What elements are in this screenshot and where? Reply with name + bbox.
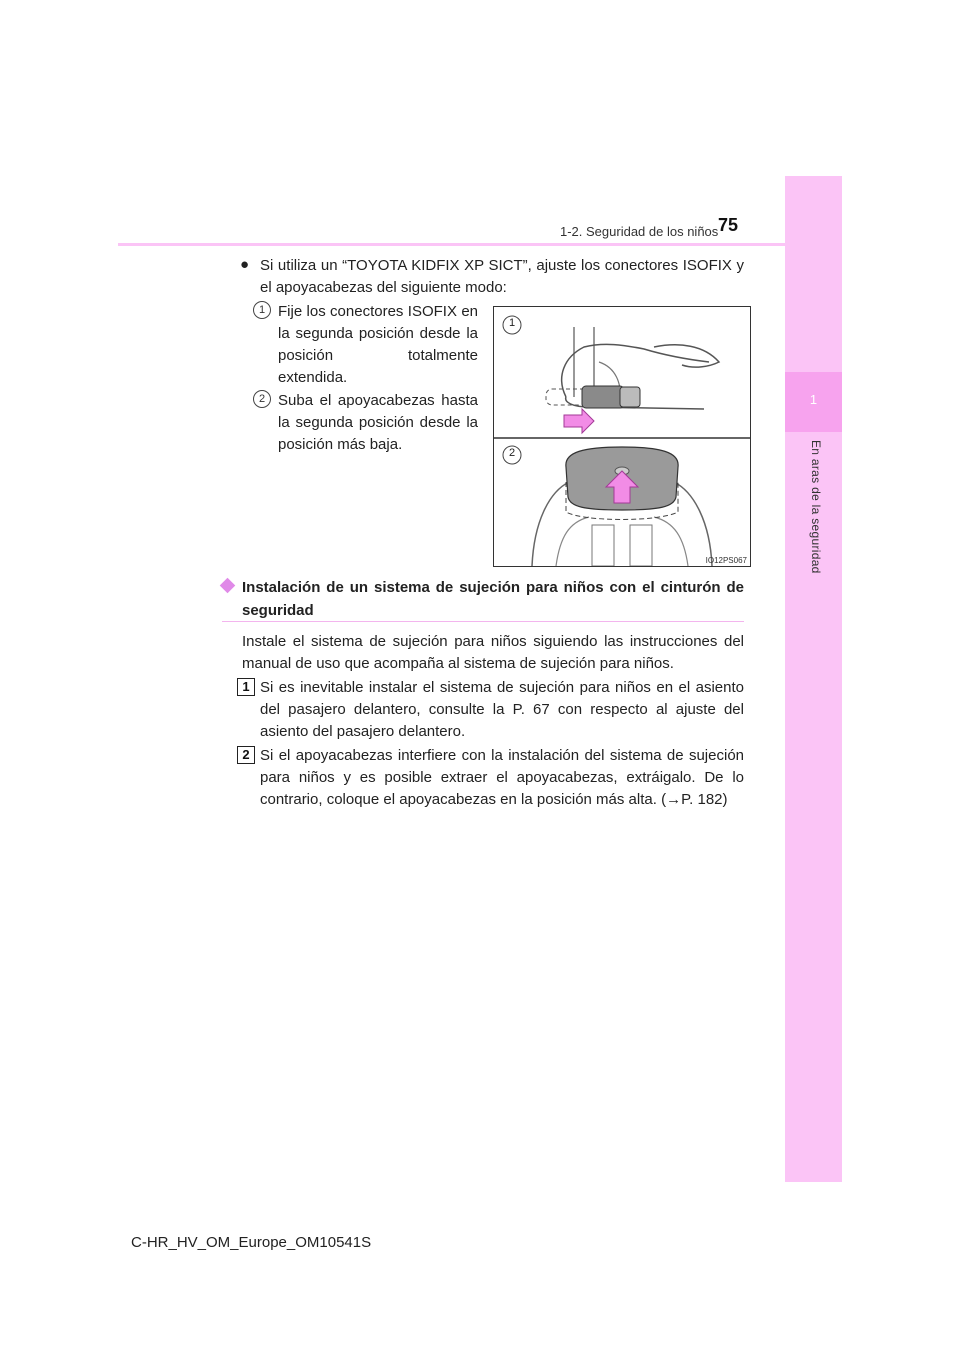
chapter-title: En aras de la seguridad: [809, 440, 823, 574]
chapter-number: 1: [785, 372, 842, 432]
bullet-icon: ●: [240, 256, 250, 273]
isofix-headrest-illustration: [494, 307, 750, 566]
item-number: 1: [237, 678, 255, 696]
figure-illustration: [493, 306, 751, 567]
header-rule: [118, 243, 842, 246]
item-number: 2: [237, 746, 255, 764]
heading-rule: [222, 621, 744, 622]
item-text: Si es inevitable instalar el sistema de sujeción para niños en el asiento del pasajero delantero, consulte la P. 67 con respecto al ajuste del asiento del pasajero delantero.: [260, 679, 744, 740]
figure-code: IO12PS067: [705, 556, 747, 565]
item-text: Si el apoyacabezas interfiere con la instalación del sistema de sujeción para niños y es posible extraer el apoyacabezas, extráigalo. De lo contrario, coloque el apoyacabezas en la posición más alta. (→P. 182): [260, 747, 744, 808]
section-heading: Instalación de un sistema de sujeción para niños con el cinturón de seguridad: [242, 579, 744, 619]
section-intro: Instale el sistema de sujeción para niños siguiendo las instrucciones del manual de uso que acompaña al sistema de sujeción para niños.: [242, 633, 744, 672]
figure-label-2: 2: [508, 447, 516, 459]
step-number: 2: [253, 390, 271, 408]
section-title: 1-2. Seguridad de los niños: [560, 224, 719, 239]
page-number: 75: [718, 215, 739, 235]
step-text: Fije los conectores ISOFIX en la segunda posición desde la posición totalmente extendida.: [278, 303, 478, 386]
side-tab: [785, 176, 842, 1182]
footer-doc-id: C-HR_HV_OM_Europe_OM10541S: [131, 1234, 372, 1251]
diamond-icon: [220, 578, 236, 594]
bullet-text: Si utiliza un “TOYOTA KIDFIX XP SICT”, ajuste los conectores ISOFIX y el apoyacabezas del siguiente modo:: [260, 257, 744, 296]
step-text: Suba el apoyacabezas hasta la segunda posición desde la posición más baja.: [278, 392, 478, 453]
figure-label-1: 1: [508, 317, 516, 329]
step-number: 1: [253, 301, 271, 319]
